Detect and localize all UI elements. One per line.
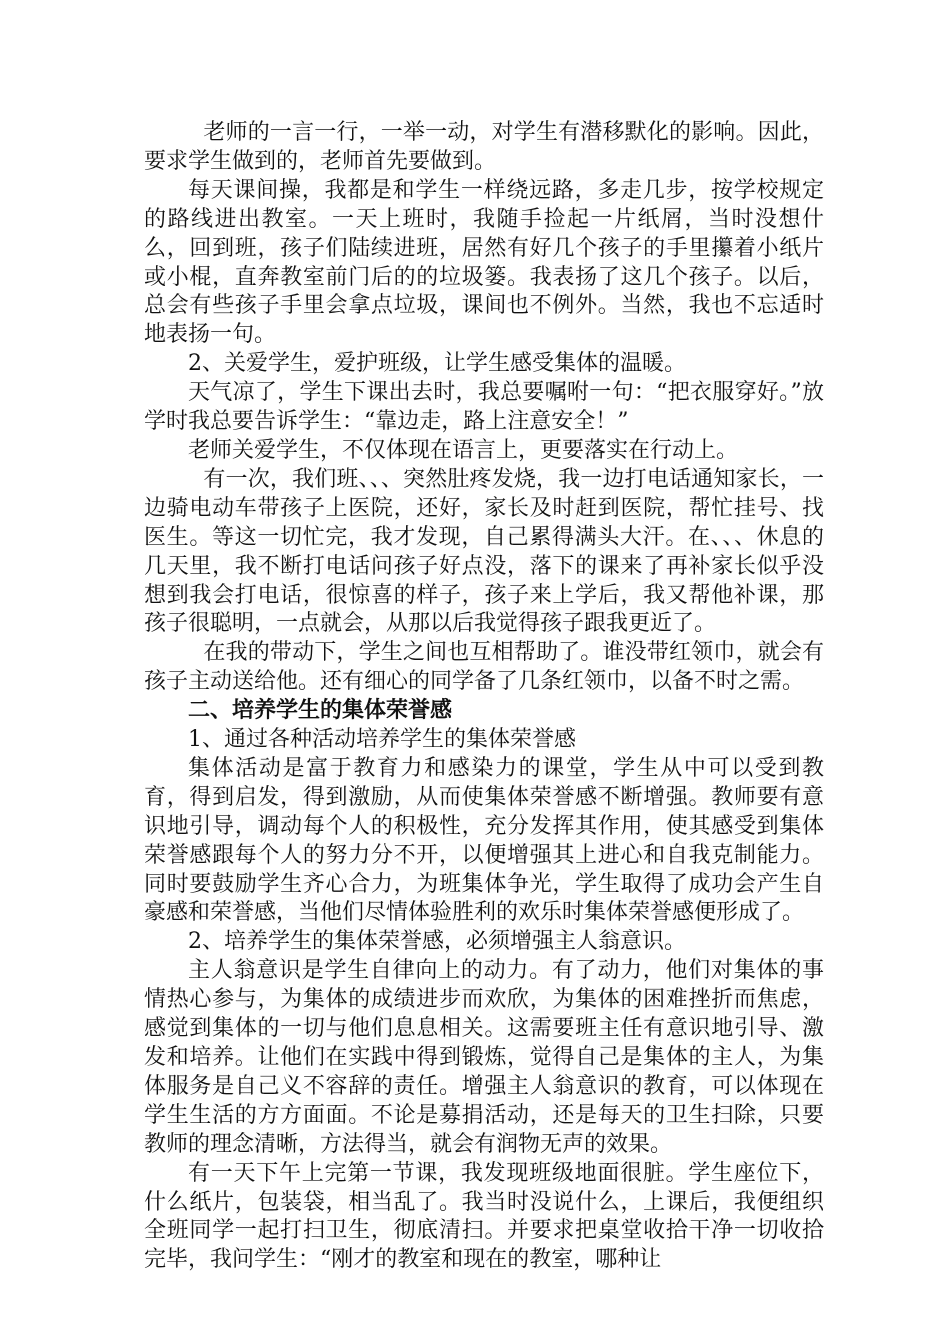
paragraph: 在我的带动下，学生之间也互相帮助了。谁没带红领巾，就会有孩子主动送给他。还有细心的同学备了几条红领巾，以备不时之需。	[144, 640, 824, 695]
paragraph: 有一天下午上完第一节课，我发现班级地面很脏。学生座位下，什么纸片，包装袋，相当乱了。我当时没说什么，上课后，我便组织全班同学一起打扫卫生，彻底清扫。并要求把桌堂收拾干净一切收拾完毕，我问学生：“刚才的教室和现在的教室，哪种让	[144, 1160, 824, 1273]
paragraph: 每天课间操，我都是和学生一样绕远路，多走几步，按学校规定的路线进出教室。一天上班时，我随手捡起一片纸屑，当时没想什么，回到班，孩子们陆续进班，居然有好几个孩子的手里攥着小纸片或小棍，直奔教室前门后的的垃圾篓。我表扬了这几个孩子。以后，总会有些孩子手里会拿点垃圾，课间也不例外。当然，我也不忘适时地表扬一句。	[144, 177, 824, 348]
paragraph: 集体活动是富于教育力和感染力的课堂，学生从中可以受到教育，得到启发，得到激励，从而使集体荣誉感不断增强。教师要有意识地引导，调动每个人的积极性，充分发挥其作用，使其感受到集体荣誉感跟每个人的努力分不开，以便增强其上进心和自我克制能力。同时要鼓励学生齐心合力，为班集体争光，学生取得了成功会产生自豪感和荣誉感，当他们尽情体验胜利的欢乐时集体荣誉感便形成了。	[144, 755, 824, 926]
paragraph: 老师关爱学生，不仅体现在语言上，更要落实在行动上。	[188, 437, 739, 463]
paragraph: 有一次，我们班、、、突然肚疼发烧，我一边打电话通知家长，一边骑电动车带孩子上医院，还好，家长及时赶到医院，帮忙挂号、找医生。等这一切忙完，我才发现，自己累得满头大汗。在、、、休息的几天里，我不断打电话问孩子好点没，落下的课来了再补家长似乎没想到我会打电话，很惊喜的样子，孩子来上学后，我又帮他补课，那孩子很聪明，一点就会，从那以后我觉得孩子跟我更近了。	[144, 466, 824, 637]
paragraph: 老师的一言一行，一举一动，对学生有潜移默化的影响。因此，要求学生做到的，老师首先要做到。	[144, 120, 824, 174]
subheading: 2、培养学生的集体荣誉感，必须增强主人翁意识。	[188, 929, 686, 955]
paragraph: 主人翁意识是学生自律向上的动力。有了动力，他们对集体的事情热心参与，为集体的成绩进步而欢欣，为集体的困难挫折而焦虑，感觉到集体的一切与他们息息相关。这需要班主任有意识地引导、激发和培养。让他们在实践中得到锻炼，觉得自己是集体的主人，为集体服务是自己义不容辞的责任。增强主人翁意识的教育，可以体现在学生生活的方方面面。不论是募捐活动，还是每天的卫生扫除，只要教师的理念清晰，方法得当，就会有润物无声的效果。	[144, 958, 824, 1157]
document-body	[144, 119, 824, 1275]
subheading: 2、关爱学生，爱护班级，让学生感受集体的温暖。	[188, 351, 686, 377]
paragraph: 天气凉了，学生下课出去时，我总要嘱咐一句：“把衣服穿好。”放学时我总要告诉学生：“靠边走，路上注意安全！”	[144, 380, 824, 435]
subheading: 1、通过各种活动培养学生的集体荣誉感	[188, 727, 576, 753]
section-heading: 二、培养学生的集体荣誉感	[188, 698, 453, 724]
